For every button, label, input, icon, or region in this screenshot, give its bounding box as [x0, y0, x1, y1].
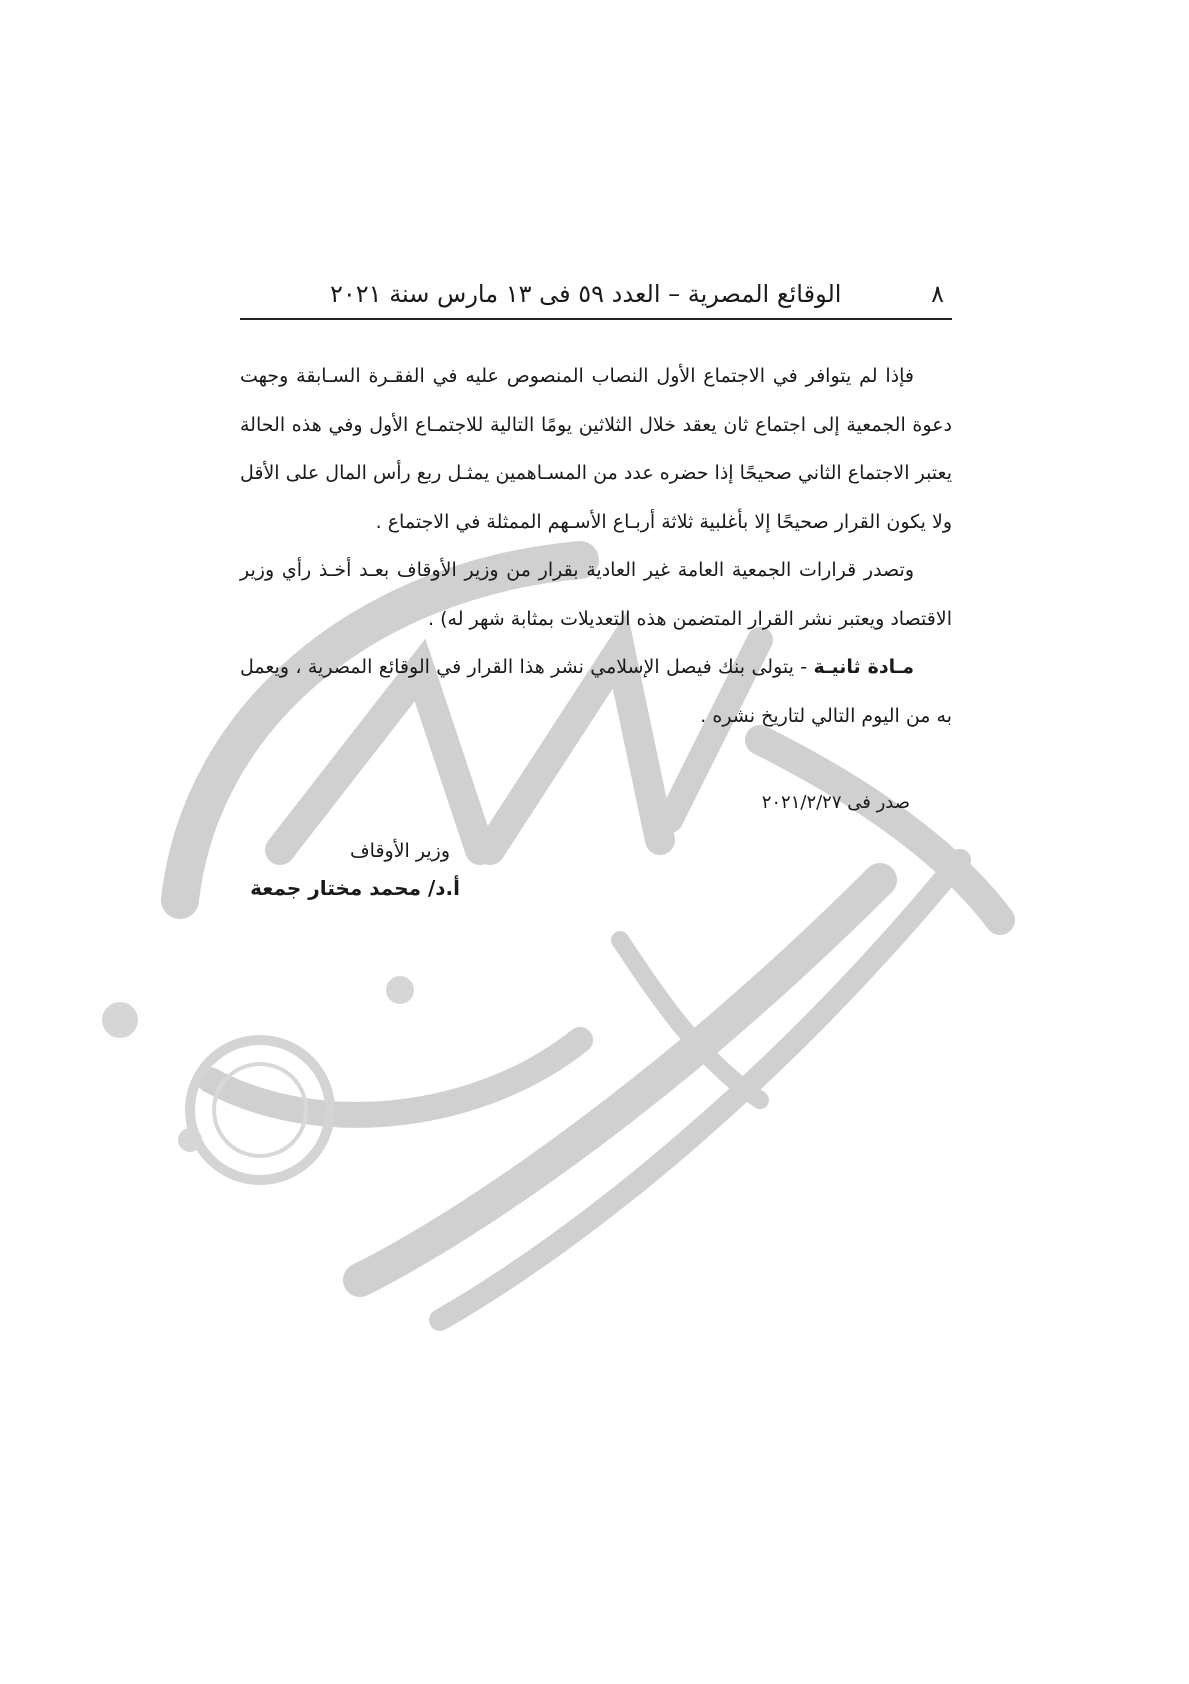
document-body — [240, 352, 952, 740]
publication-title: الوقائع المصرية – العدد ٥٩ فى ١٣ مارس سنة ٢٠٢١ — [330, 280, 842, 308]
header-divider — [240, 318, 952, 320]
article-two-text: - يتولى بنك فيصل الإسلامي نشر هذا القرار في الوقائع المصرية ، ويعمل به من اليوم التالي لتاريخ نشره . — [240, 656, 952, 727]
signature-block — [240, 840, 460, 900]
signatory-name: أ.د/ محمد مختار جمعة — [250, 876, 460, 900]
page-header — [240, 272, 952, 316]
issue-date: صدر فى ٢٠٢١/٢/٢٧ — [761, 792, 910, 813]
page-number: ٨ — [931, 280, 944, 308]
article-two-label: مـادة ثانيـة — [813, 656, 914, 678]
signatory-title: وزير الأوقاف — [349, 840, 450, 862]
paragraph-first-meeting: فإذا لم يتوافر في الاجتماع الأول النصاب المنصوص عليه في الفقـرة السـابقة وجهت دعوة الجمعية إلى اجتماع ثان يعقد خلال الثلاثين يومًا التالية للاجتمـاع الأول وفي هذه الحالة يعتبر الاجتماع الثاني صحيحًا إذا حضره عدد من المسـاهمين يمثـل ربع رأس المال على الأقل ولا يكون القرار صحيحًا إلا بأغلبية ثلاثة أربـاع الأسـهم الممثلة في الاجتماع . — [240, 365, 952, 533]
paragraph-resolutions: وتصدر قرارات الجمعية العامة غير العادية بقرار من وزير الأوقاف بعـد أخـذ رأي وزير الاقتصاد ويعتبر نشر القرار المتضمن هذه التعديلات بمثابة شهر له) . — [240, 559, 952, 630]
article-two — [240, 643, 952, 740]
